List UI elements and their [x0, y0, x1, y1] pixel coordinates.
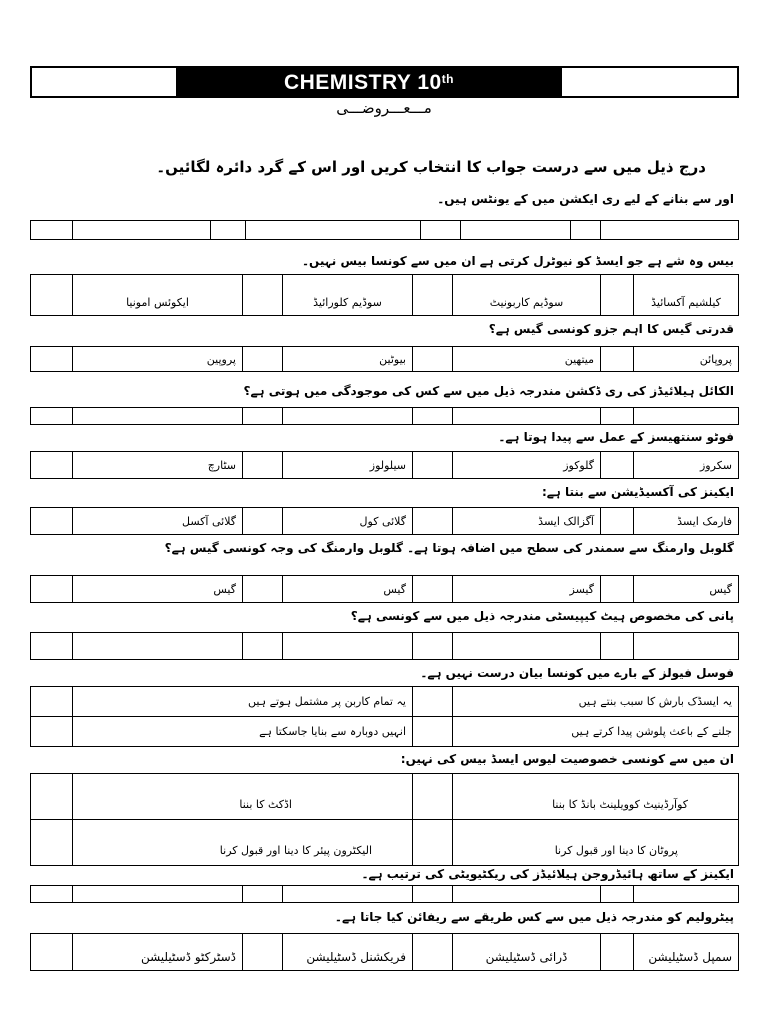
option-c[interactable]: سیلولوز	[283, 452, 413, 479]
option-d[interactable]: گلائی آکسل	[73, 508, 243, 535]
option-b[interactable]: یہ تمام کاربن پر مشتمل ہوتے ہیں	[73, 687, 413, 717]
option-b[interactable]	[453, 408, 601, 425]
options-table	[30, 220, 739, 240]
question-text: فوسل فیولز کے بارے میں کونسا بیان درست نہیں ہے۔	[420, 666, 734, 680]
header-bar	[30, 66, 739, 98]
option-d[interactable]: الیکٹرون پیئر کا دینا اور قبول کرنا	[73, 820, 413, 866]
option-label-d	[31, 221, 73, 240]
option-label-c	[413, 820, 453, 866]
option-b[interactable]: ڈرائی ڈسٹیلیشن	[453, 934, 601, 971]
option-label-a	[601, 886, 634, 903]
option-label-d	[31, 408, 73, 425]
option-b[interactable]	[453, 886, 601, 903]
option-a[interactable]	[634, 633, 739, 660]
option-c[interactable]	[283, 633, 413, 660]
option-c[interactable]: سوڈیم کلورائیڈ	[283, 275, 413, 316]
question-text: ایکینز کے ساتھ ہائیڈروجن ہیلائیڈز کی ریکٹیویٹی کی ترتیب ہے۔	[361, 867, 734, 881]
option-label-d	[31, 820, 73, 866]
question-text: ایکینز کی آکسیڈیشن سے بنتا ہے:	[541, 485, 734, 499]
option-d[interactable]	[73, 633, 243, 660]
page-subtitle: مـــعـــروضـــی	[336, 99, 432, 117]
option-a[interactable]	[601, 221, 739, 240]
option-c[interactable]: گیس	[283, 576, 413, 603]
option-label-b	[31, 687, 73, 717]
option-a[interactable]: پروپائن	[634, 347, 739, 372]
option-label-a	[601, 275, 634, 316]
option-label-b	[421, 221, 461, 240]
option-label-c	[243, 508, 283, 535]
options-table	[30, 407, 739, 425]
option-b[interactable]	[453, 633, 601, 660]
option-a[interactable]: سکروز	[634, 452, 739, 479]
option-label-a	[601, 633, 634, 660]
option-label-b	[413, 633, 453, 660]
option-label-a	[601, 934, 634, 971]
option-c[interactable]: جلنے کے باعث پلوشن پیدا کرتے ہیں	[453, 717, 739, 747]
option-label-c	[243, 347, 283, 372]
option-a[interactable]	[634, 886, 739, 903]
option-c[interactable]	[246, 221, 421, 240]
option-label-c	[243, 275, 283, 316]
option-label-c	[243, 934, 283, 971]
option-a[interactable]: فارمک ایسڈ	[634, 508, 739, 535]
option-c[interactable]	[283, 886, 413, 903]
option-label-a	[571, 221, 601, 240]
option-label-d	[31, 347, 73, 372]
option-label-a	[601, 408, 634, 425]
option-label-c	[243, 452, 283, 479]
option-c[interactable]: فریکشنل ڈسٹیلیشن	[283, 934, 413, 971]
option-label-a	[413, 774, 453, 820]
options-table	[30, 933, 739, 971]
options-table	[30, 686, 739, 747]
options-table	[30, 773, 739, 866]
option-d[interactable]: پروپین	[73, 347, 243, 372]
option-c[interactable]: گلائی کول	[283, 508, 413, 535]
options-table	[30, 885, 739, 903]
question-text: پیٹرولیم کو مندرجہ ذیل میں سے کس طریقے سے ریفائن کیا جاتا ہے۔	[334, 910, 734, 924]
option-c[interactable]: پروٹان کا دینا اور قبول کرنا	[453, 820, 739, 866]
option-label-d	[31, 275, 73, 316]
option-a[interactable]: کیلشیم آکسائیڈ	[634, 275, 739, 316]
option-a[interactable]: گیس	[634, 576, 739, 603]
option-b[interactable]: اڈکٹ کا بننا	[73, 774, 413, 820]
option-label-b	[413, 452, 453, 479]
option-label-c	[211, 221, 246, 240]
option-label-a	[413, 687, 453, 717]
option-b[interactable]: میتھین	[453, 347, 601, 372]
page-title	[176, 68, 562, 96]
option-b[interactable]: گیسز	[453, 576, 601, 603]
option-a[interactable]: کوآرڈینیٹ کوویلینٹ بانڈ کا بننا	[453, 774, 739, 820]
option-a[interactable]: یہ ایسڈک بارش کا سبب بنتے ہیں	[453, 687, 739, 717]
title-superscript: th	[441, 72, 455, 86]
options-table	[30, 507, 739, 535]
option-label-b	[413, 886, 453, 903]
option-label-c	[413, 717, 453, 747]
question-text: قدرتی گیس کا اہم جزو کونسی گیس ہے؟	[488, 322, 734, 336]
option-c[interactable]	[283, 408, 413, 425]
option-label-c	[243, 633, 283, 660]
option-a[interactable]: سمپل ڈسٹیلیشن	[634, 934, 739, 971]
option-label-d	[31, 886, 73, 903]
option-label-c	[243, 576, 283, 603]
option-label-a	[601, 452, 634, 479]
option-d[interactable]	[73, 408, 243, 425]
question-text: اور سے بنانے کے لیے ری ایکشن میں کے یونٹس ہیں۔	[437, 192, 734, 206]
option-b[interactable]: آگزالک ایسڈ	[453, 508, 601, 535]
option-label-a	[601, 347, 634, 372]
question-text: گلوبل وارمنگ سے سمندر کی سطح میں اضافہ ہوتا ہے۔ گلوبل وارمنگ کی وجہ کونسی گیس ہے؟	[164, 541, 734, 555]
options-table	[30, 632, 739, 660]
option-label-d	[31, 576, 73, 603]
option-label-d	[31, 508, 73, 535]
option-label-c	[243, 408, 283, 425]
option-label-b	[413, 408, 453, 425]
option-d[interactable]: ایکوئس امونیا	[73, 275, 243, 316]
options-table	[30, 274, 739, 316]
option-label-d	[31, 934, 73, 971]
option-label-b	[413, 576, 453, 603]
option-label-b	[413, 934, 453, 971]
title-text: CHEMISTRY 10	[283, 71, 442, 94]
option-d[interactable]: گیس	[73, 576, 243, 603]
question-text: بیس وہ شے ہے جو ایسڈ کو نیوٹرل کرتی ہے ان میں سے کونسا بیس نہیں۔	[302, 254, 734, 268]
option-label-a	[601, 508, 634, 535]
options-table	[30, 346, 739, 372]
option-label-d	[31, 452, 73, 479]
option-d[interactable]: سٹارچ	[73, 452, 243, 479]
option-label-a	[601, 576, 634, 603]
question-text: فوٹو سنتھیسز کے عمل سے پیدا ہوتا ہے۔	[498, 430, 734, 444]
option-d[interactable]	[73, 221, 211, 240]
option-label-b	[31, 774, 73, 820]
option-d[interactable]: انہیں دوبارہ سے بنایا جاسکتا ہے	[73, 717, 413, 747]
option-d[interactable]: ڈسٹرکٹو ڈسٹیلیشن	[73, 934, 243, 971]
option-label-d	[31, 633, 73, 660]
option-b[interactable]: گلوکوز	[453, 452, 601, 479]
option-b[interactable]: سوڈیم کاربونیٹ	[453, 275, 601, 316]
option-label-d	[31, 717, 73, 747]
option-label-b	[413, 508, 453, 535]
option-c[interactable]: بیوٹین	[283, 347, 413, 372]
option-label-b	[413, 347, 453, 372]
option-a[interactable]	[634, 408, 739, 425]
option-d[interactable]	[73, 886, 243, 903]
option-label-c	[243, 886, 283, 903]
option-b[interactable]	[461, 221, 571, 240]
options-table	[30, 575, 739, 603]
question-text: الکائل ہیلائیڈز کی ری ڈکشن مندرجہ ذیل میں سے کس کی موجودگی میں ہوتی ہے؟	[243, 384, 734, 398]
question-text: پانی کی مخصوص ہیٹ کیپیسٹی مندرجہ ذیل میں سے کونسی ہے؟	[350, 609, 734, 623]
options-table	[30, 451, 739, 479]
option-label-b	[413, 275, 453, 316]
question-text: ان میں سے کونسی خصوصیت لیوس ایسڈ بیس کی نہیں:	[400, 752, 734, 766]
instruction-text: درج ذیل میں سے درست جواب کا انتخاب کریں اور اس کے گرد دائرہ لگائیں۔	[156, 158, 706, 176]
